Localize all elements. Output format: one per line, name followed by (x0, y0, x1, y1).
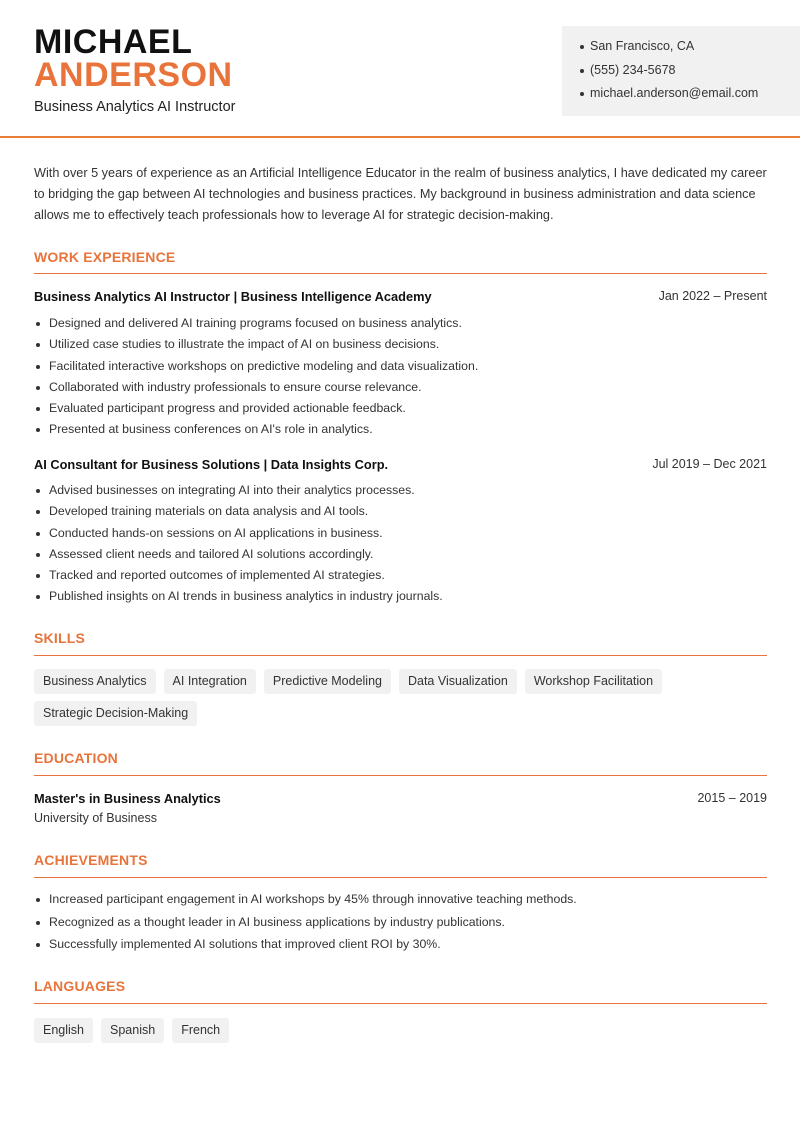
bullet-icon (580, 45, 584, 49)
bullet-icon (36, 365, 40, 369)
contact-phone: (555) 234-5678 (580, 63, 800, 87)
first-name: MICHAEL (34, 23, 193, 61)
list-item: Collaborated with industry professionals to ensure course relevance. (34, 380, 767, 401)
bullet-icon (36, 322, 40, 326)
list-item: Facilitated interactive workshops on predictive modeling and data visualization. (34, 359, 767, 380)
language-chip: French (172, 1018, 229, 1043)
section-divider (34, 273, 767, 274)
section-divider (34, 877, 767, 878)
bullet-icon (36, 595, 40, 599)
education-header (34, 791, 767, 806)
list-item: Conducted hands-on sessions on AI applications in business. (34, 526, 767, 547)
summary: With over 5 years of experience as an Artificial Intelligence Educator in the realm of business analytics, I have dedicated my career to bridging the gap between AI technologies and business practices. My background in business administration and data science allows me to effectively teach professionals how to leverage AI for strategic decision-making. (34, 166, 767, 222)
language-chip: Spanish (101, 1018, 164, 1043)
job-date: Jan 2022 – Present (658, 289, 767, 303)
section-divider (34, 1003, 767, 1004)
section-title-skills: SKILLS (34, 630, 85, 646)
contact-email: michael.anderson@email.com (580, 86, 800, 110)
education-degree: Master's in Business Analytics (34, 791, 221, 806)
language-chip: English (34, 1018, 93, 1043)
bullet-icon (36, 921, 40, 925)
bullet-icon (36, 343, 40, 347)
section-divider (34, 655, 767, 656)
bullet-icon (36, 943, 40, 947)
section-title-work: WORK EXPERIENCE (34, 249, 176, 265)
job-bullets (34, 316, 767, 444)
bullet-icon (36, 898, 40, 902)
achievements-list (34, 892, 767, 960)
list-item: Successfully implemented AI solutions that improved client ROI by 30%. (34, 937, 767, 960)
skill-chip: Data Visualization (399, 669, 517, 694)
bullet-icon (36, 407, 40, 411)
list-item: Presented at business conferences on AI's role in analytics. (34, 422, 767, 443)
contact-location: San Francisco, CA (580, 39, 800, 63)
education-school: University of Business (34, 811, 157, 825)
education-date: 2015 – 2019 (697, 791, 767, 805)
bullet-icon (36, 574, 40, 578)
bullet-icon (36, 553, 40, 557)
skill-chip: Workshop Facilitation (525, 669, 662, 694)
list-item: Advised businesses on integrating AI into their analytics processes. (34, 483, 767, 504)
list-item: Tracked and reported outcomes of implemented AI strategies. (34, 568, 767, 589)
skill-chip: Predictive Modeling (264, 669, 391, 694)
languages-list (34, 1018, 767, 1043)
section-title-achievements: ACHIEVEMENTS (34, 852, 148, 868)
last-name: ANDERSON (34, 56, 233, 94)
list-item: Developed training materials on data analysis and AI tools. (34, 504, 767, 525)
list-item: Evaluated participant progress and provided actionable feedback. (34, 401, 767, 422)
job-date: Jul 2019 – Dec 2021 (652, 457, 767, 471)
bullet-icon (36, 532, 40, 536)
job-header (34, 457, 767, 472)
job-title: Business Analytics AI Instructor (34, 99, 236, 115)
skill-chip: Business Analytics (34, 669, 156, 694)
bullet-icon (36, 386, 40, 390)
list-item: Designed and delivered AI training programs focused on business analytics. (34, 316, 767, 337)
bullet-icon (580, 69, 584, 73)
list-item: Increased participant engagement in AI workshops by 45% through innovative teaching methods. (34, 892, 767, 915)
list-item: Utilized case studies to illustrate the impact of AI on business decisions. (34, 337, 767, 358)
job-role: AI Consultant for Business Solutions | Data Insights Corp. (34, 457, 389, 472)
bullet-icon (36, 510, 40, 514)
resume-header (0, 0, 800, 138)
list-item: Published insights on AI trends in business analytics in industry journals. (34, 589, 767, 610)
job-role: Business Analytics AI Instructor | Business Intelligence Academy (34, 289, 432, 304)
bullet-icon (36, 428, 40, 432)
section-divider (34, 775, 767, 776)
section-title-education: EDUCATION (34, 750, 118, 766)
job-bullets (34, 483, 767, 611)
bullet-icon (580, 92, 584, 96)
list-item: Recognized as a thought leader in AI business applications by industry publications. (34, 915, 767, 938)
contact-box (562, 26, 800, 116)
skill-chip: AI Integration (164, 669, 256, 694)
job-header (34, 289, 767, 304)
bullet-icon (36, 489, 40, 493)
skill-chip: Strategic Decision-Making (34, 701, 197, 726)
section-title-languages: LANGUAGES (34, 978, 126, 994)
list-item: Assessed client needs and tailored AI solutions accordingly. (34, 547, 767, 568)
skills-list (34, 669, 767, 726)
